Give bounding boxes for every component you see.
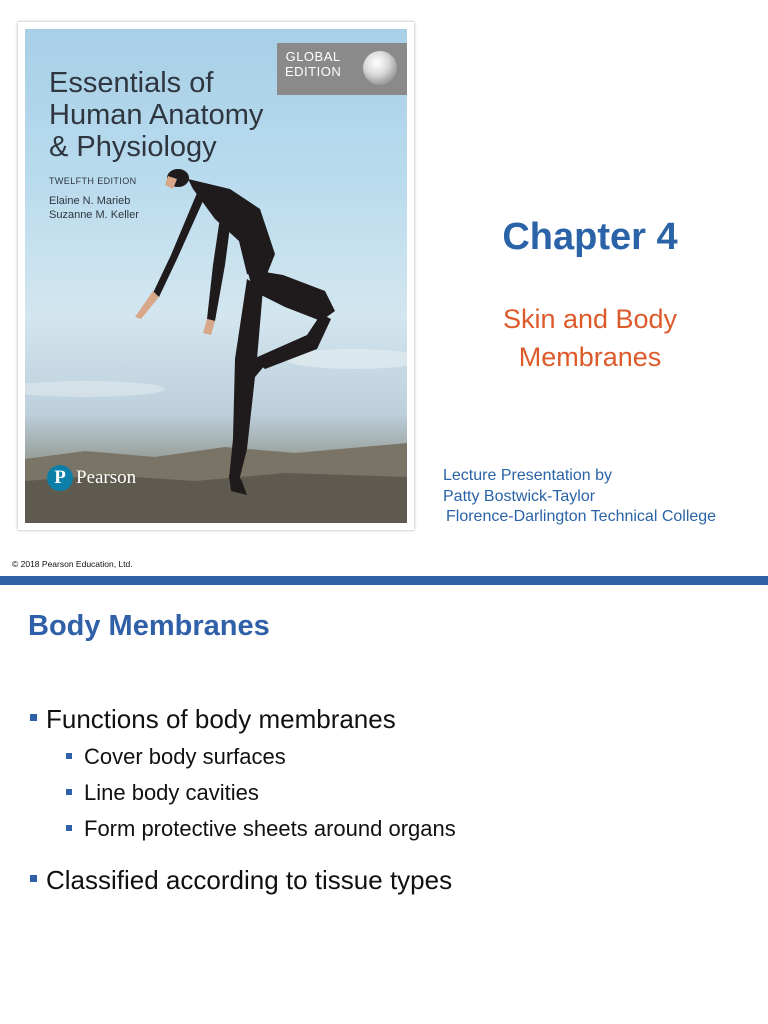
- square-bullet-icon: [66, 789, 72, 795]
- badge-line1: GLOBAL: [285, 49, 341, 64]
- subtitle-line2: Membranes: [518, 342, 662, 372]
- pearson-logo: [47, 465, 136, 491]
- book-authors: [49, 194, 139, 222]
- book-cover: [18, 22, 414, 530]
- book-cover-image: [25, 29, 407, 523]
- author-1: Elaine N. Marieb: [49, 195, 131, 207]
- sub-bullet-item: [66, 815, 456, 851]
- book-title-line2: Human Anatomy: [49, 99, 264, 131]
- lecture-credit: [443, 466, 716, 528]
- pearson-mark-icon: P: [47, 465, 73, 491]
- book-edition: TWELFTH EDITION: [49, 176, 137, 186]
- sub-bullet-item: [66, 779, 456, 815]
- chapter-title: Chapter 4: [502, 216, 678, 258]
- chapter-subtitle: [440, 300, 740, 376]
- sub-bullet-list: [66, 743, 456, 851]
- author-2: Suzanne M. Keller: [49, 209, 139, 221]
- header-bar: [0, 576, 768, 585]
- bullet-text: Functions of body membranes: [46, 704, 396, 734]
- globe-icon: [363, 51, 397, 85]
- book-title: [49, 67, 309, 163]
- subtitle-line1: Skin and Body: [502, 304, 678, 334]
- content-slide: [0, 576, 768, 1024]
- lecture-line1: Lecture Presentation by: [443, 467, 612, 484]
- book-title-line1: Essentials of: [49, 67, 214, 99]
- badge-line2: EDITION: [285, 64, 342, 79]
- lecture-line2: Patty Bostwick-Taylor: [443, 487, 596, 505]
- copyright-notice: © 2018 Pearson Education, Ltd.: [12, 559, 133, 569]
- sub-bullet-text: Cover body surfaces: [84, 744, 286, 769]
- sub-bullet-text: Line body cavities: [84, 780, 259, 805]
- square-bullet-icon: [30, 875, 37, 882]
- bullet-item: [30, 865, 456, 896]
- pearson-wordmark: Pearson: [76, 467, 137, 488]
- lecture-line3: Florence-Darlington Technical College: [446, 508, 717, 525]
- book-title-line3: & Physiology: [49, 131, 217, 163]
- bullet-list: [30, 704, 456, 902]
- sub-bullet-item: [66, 743, 456, 779]
- square-bullet-icon: [66, 753, 72, 759]
- square-bullet-icon: [66, 825, 72, 831]
- slide-title: Body Membranes: [28, 610, 270, 642]
- sub-bullet-text: Form protective sheets around organs: [84, 816, 456, 841]
- bullet-text: Classified according to tissue types: [46, 865, 453, 895]
- bullet-item: [30, 704, 456, 735]
- square-bullet-icon: [30, 714, 37, 721]
